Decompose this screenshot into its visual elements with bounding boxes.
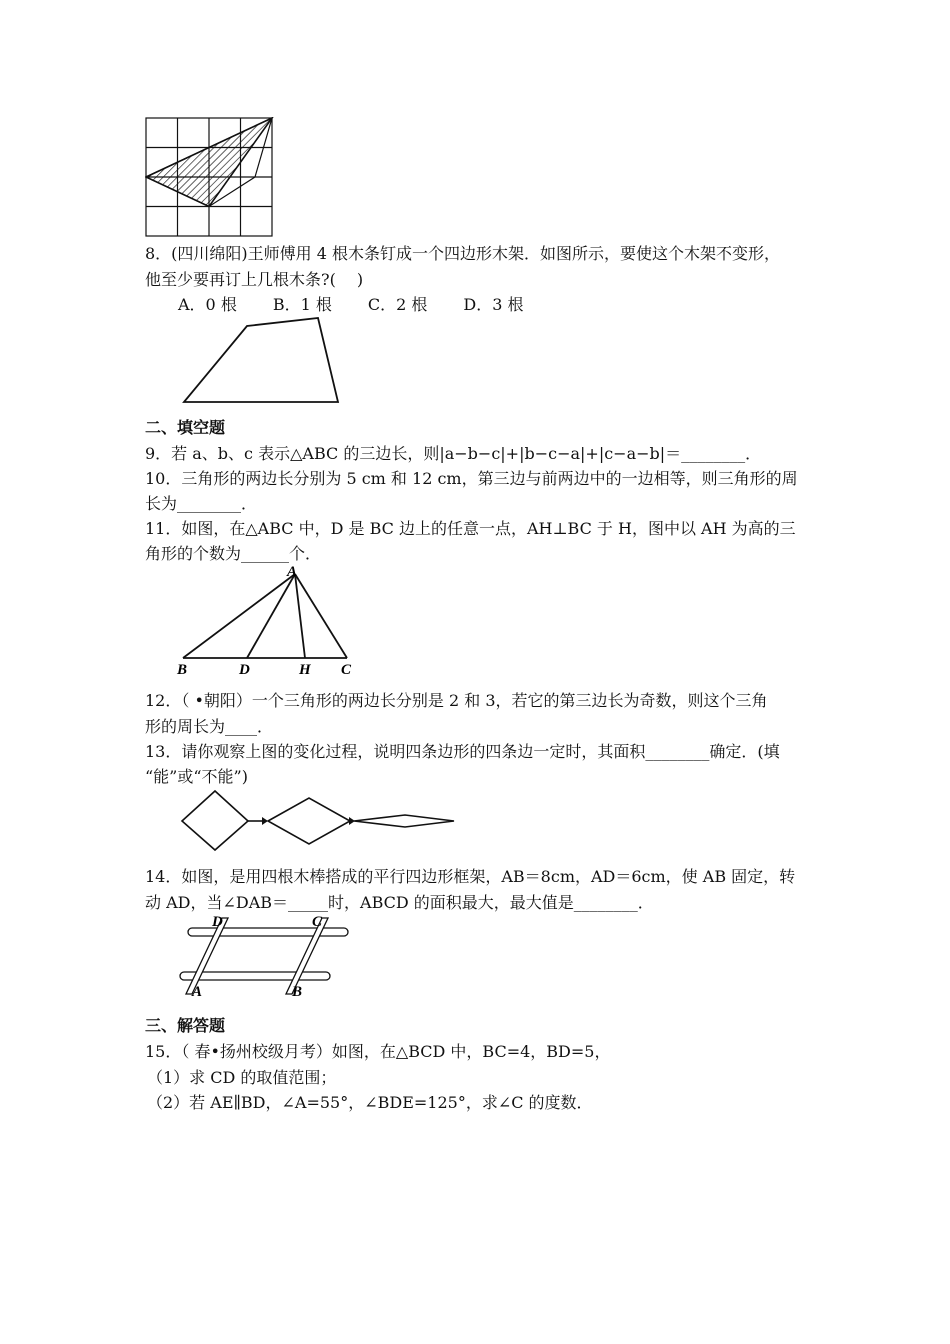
q14-label-a: A [192, 984, 203, 998]
q15-line1: 15．（ 春•扬州校级月考）如图，在△BCD 中，BC=4，BD=5， [145, 1042, 611, 1061]
q8-option-a: A．0 根 [178, 295, 237, 314]
q15-line2: （1）求 CD 的取值范围； [147, 1068, 337, 1087]
q8-quadrilateral-figure [180, 312, 342, 406]
q9-line1: 9．若 a、b、c 表示△ABC 的三边长，则|a−b−c|+|b−c−a|+|c−a−b|＝________． [145, 444, 762, 463]
q8-option-c: C．2 根 [367, 295, 428, 314]
q13-line2: “能”或“不能”) [145, 767, 248, 786]
q11-label-d: D [239, 662, 250, 678]
q14-line1: 14．如图，是用四根木棒搭成的平行四边形框架，AB＝8cm，AD＝6cm，使 AB 固定，转 [145, 867, 796, 886]
q11-label-b: B [177, 662, 188, 678]
q11-label-h: H [299, 662, 311, 678]
q14-parallelogram-sticks-figure [176, 912, 356, 998]
q11-triangle-figure [175, 562, 365, 680]
q11-line2: 角形的个数为______个． [145, 544, 322, 563]
q8-line2: 他至少要再订上几根木条?( ) [145, 270, 364, 289]
q8-option-b: B．1 根 [272, 295, 332, 314]
q12-line2: 形的周长为____． [145, 717, 274, 736]
q14-line2: 动 AD，当∠DAB＝_____时，ABCD 的面积最大，最大值是________． [145, 893, 654, 912]
q11-line1: 11．如图，在△ABC 中，D 是 BC 边上的任意一点，AH⊥BC 于 H，图中以 AH 为高的三 [145, 519, 796, 538]
q13-rhombus-sequence-figure [178, 788, 458, 854]
q14-label-b: B [292, 984, 303, 998]
q15-line3: （2）若 AE∥BD，∠A=55°，∠BDE=125°，求∠C 的度数． [147, 1093, 593, 1112]
q8-line1: 8．(四川绵阳)王师傅用 4 根木条钉成一个四边形木架．如图所示，要使这个木架不变形， [145, 244, 781, 263]
q12-line1: 12．（ •朝阳）一个三角形的两边长分别是 2 和 3，若它的第三边长为奇数，则这个三角 [145, 691, 768, 710]
q14-label-d: D [212, 914, 223, 930]
q8-option-d: D．3 根 [463, 295, 524, 314]
section-2-title: 二、填空题 [145, 418, 226, 437]
q13-line1: 13．请你观察上图的变化过程，说明四条边形的四条边一定时，其面积________确定．(填 [145, 742, 780, 761]
q10-line1: 10．三角形的两边长分别为 5 cm 和 12 cm，第三边与前两边中的一边相等，则三角形的周 [145, 469, 798, 488]
section-3-title: 三、解答题 [145, 1016, 226, 1035]
q7-grid-figure [145, 117, 275, 239]
q11-label-c: C [341, 662, 352, 678]
q10-line2: 长为________． [145, 494, 258, 513]
q11-label-a: A [287, 564, 298, 580]
q14-label-c: C [312, 914, 323, 930]
